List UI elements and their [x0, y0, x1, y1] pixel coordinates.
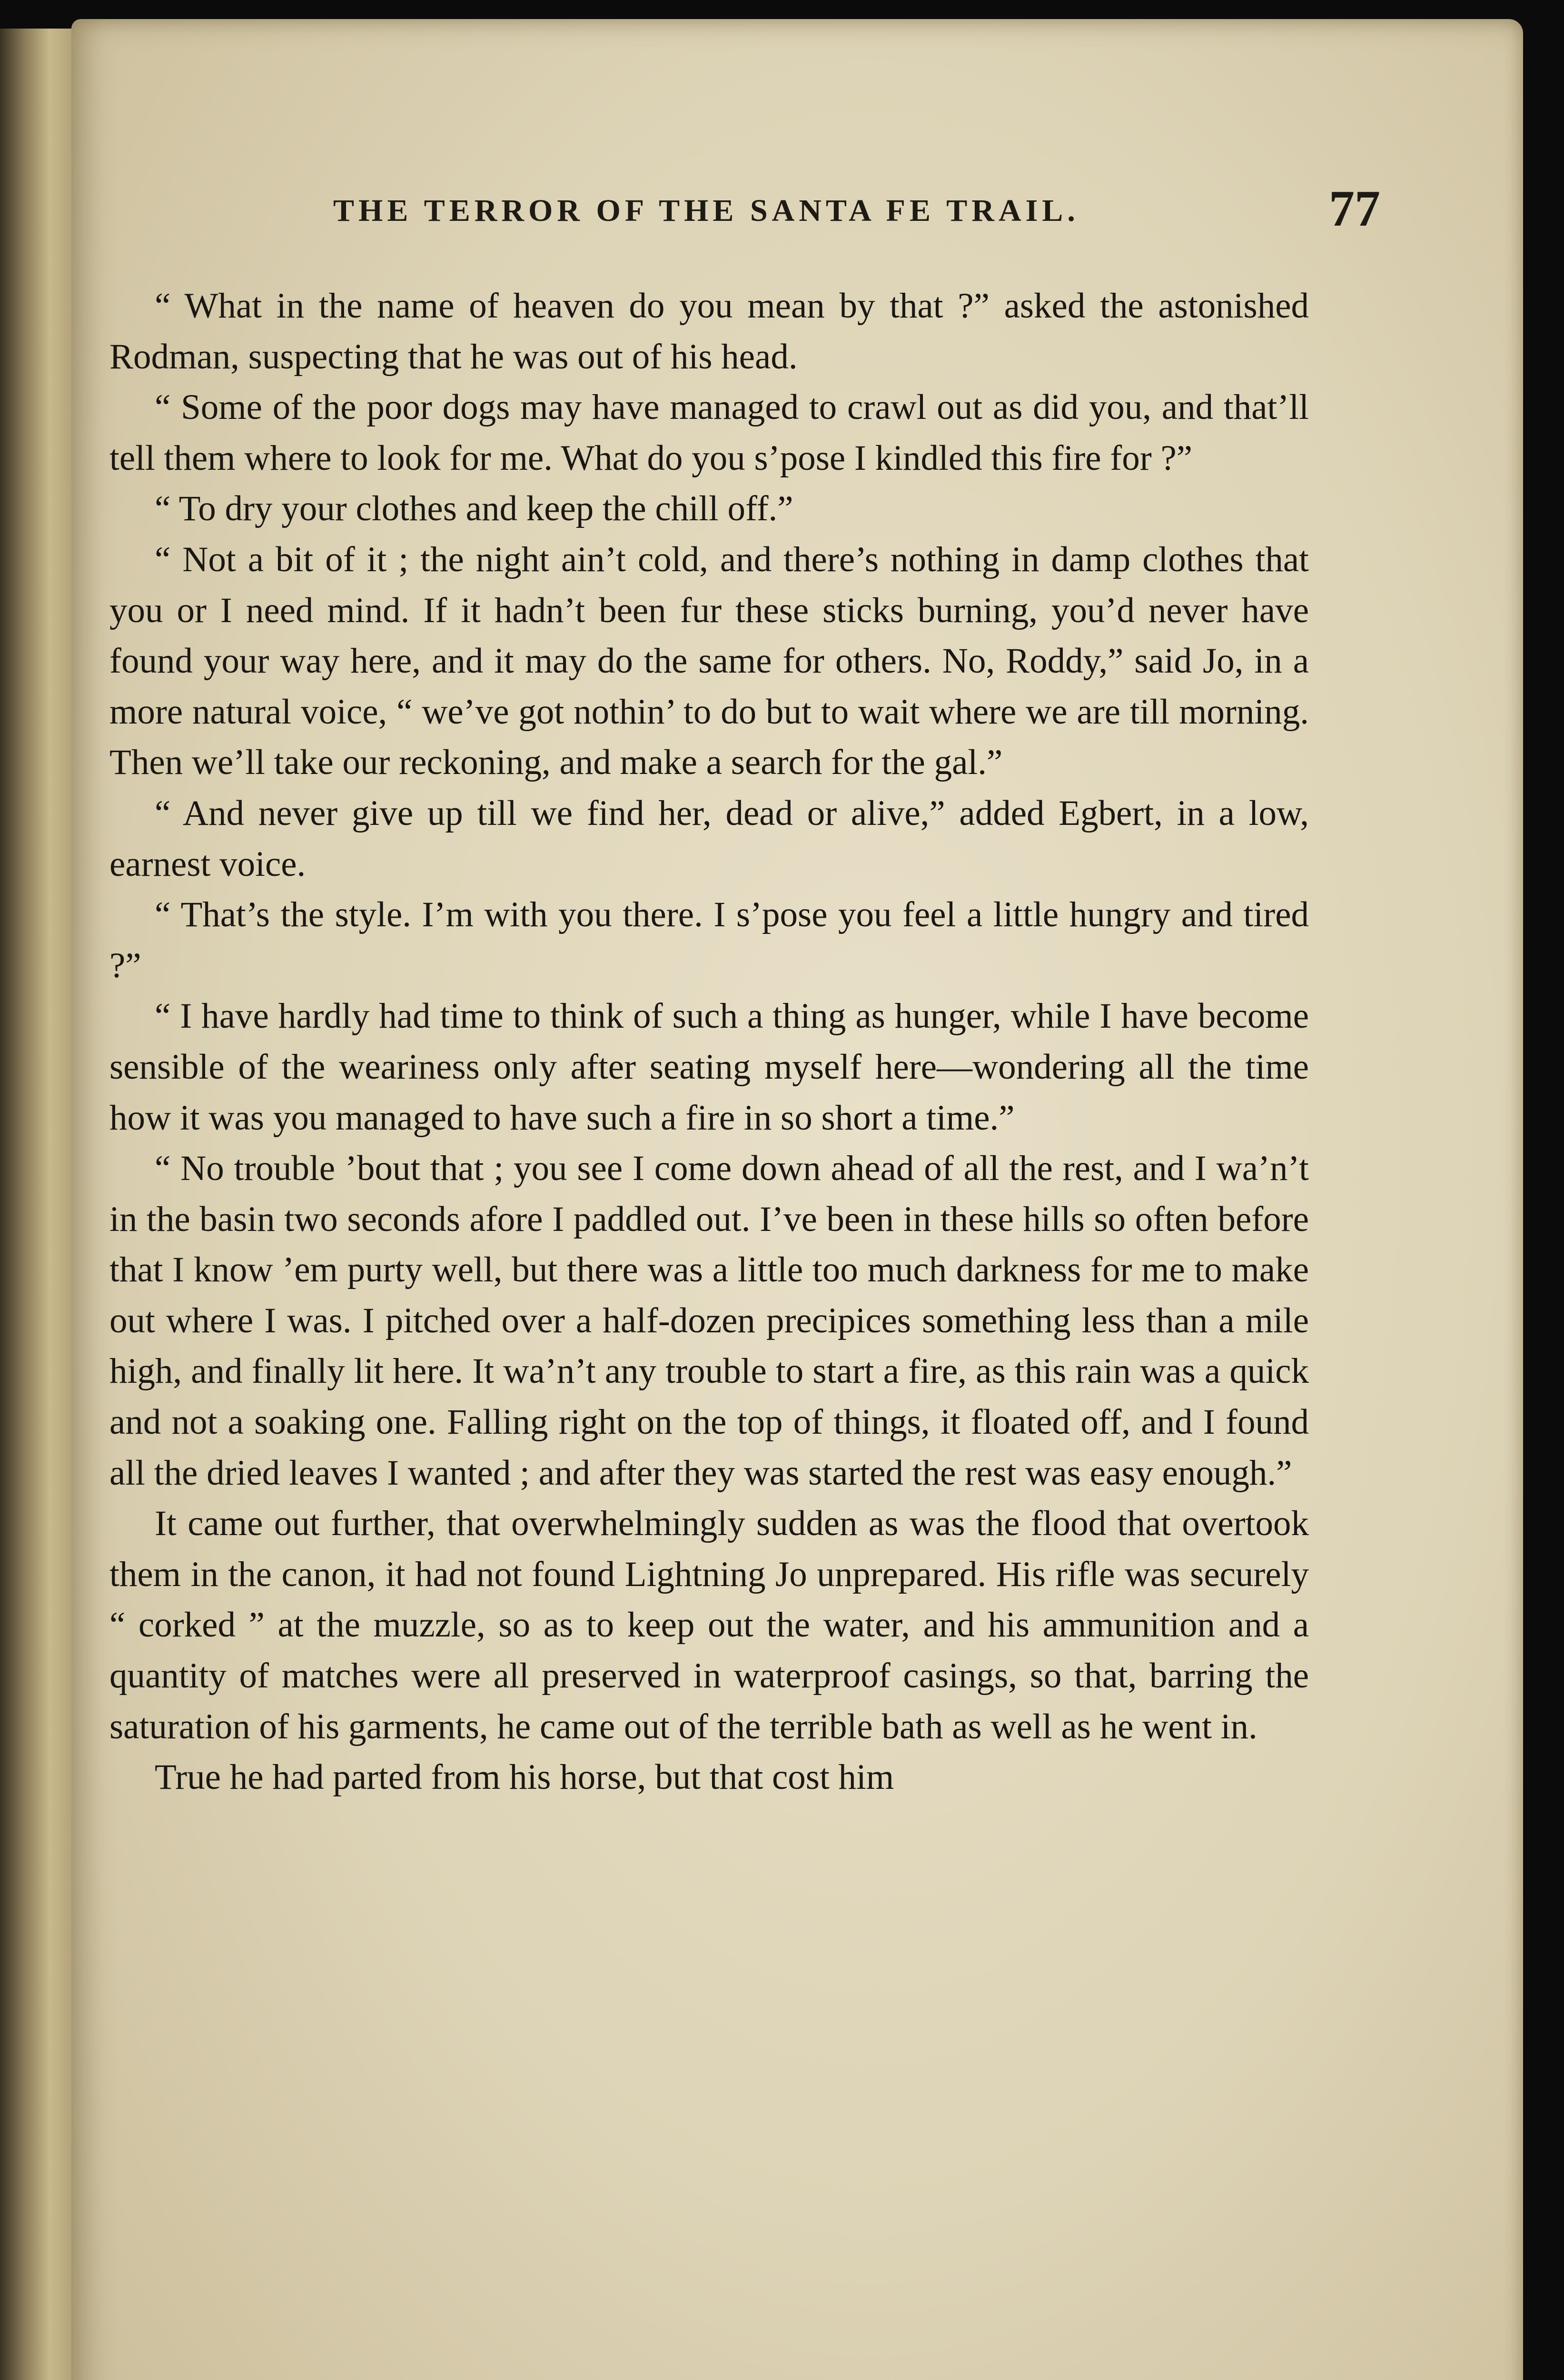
page-header: [247, 180, 1390, 240]
paragraph: “ To dry your clothes and keep the chill off.”: [155, 489, 793, 529]
paragraph: “ That’s the style. I’m with you there. I s’pose you feel a little hungry and tired ?”: [109, 895, 1309, 985]
paragraph: “ Not a bit of it ; the night ain’t cold, and there’s nothing in damp clothes that you or I need mind. If it hadn’t been fur these sticks burning, you’d never have found your way here, and it may do the same for others. No, Roddy,” said Jo, in a more natural voice, “ we’ve got nothin’ to do but to wait where we are till morning. Then we’ll take our reckoning, and make a search for the gal.”: [109, 539, 1309, 783]
running-head: THE TERROR OF THE SANTA FE TRAIL.: [333, 193, 1079, 228]
page-number: 77: [1329, 180, 1380, 237]
paragraph: “ Some of the poor dogs may have managed to crawl out as did you, and that’ll tell them where to look for me. What do you s’pose I kindled this fire for ?”: [109, 387, 1309, 478]
paragraph: “ What in the name of heaven do you mean by that ?” asked the astonished Rodman, suspecting that he was out of his head.: [109, 286, 1309, 377]
paragraph: “ No trouble ’bout that ; you see I come down ahead of all the rest, and I wa’n’t in the basin two seconds afore I paddled out. I’ve been in these hills so often before that I know ’em purty well, but there was a little too much darkness for me to make out where I was. I pitched over a half-dozen precipices something less than a mile high, and finally lit here. It wa’n’t any trouble to start a fire, as this rain was a quick and not a soaking one. Falling right on the top of things, it floated off, and I found all the dried leaves I wanted ; and after they was started the rest was easy enough.”: [109, 1149, 1309, 1493]
body-text: [109, 281, 1309, 2366]
paragraph: “ And never give up till we find her, dead or alive,” added Egbert, in a low, earnest voice.: [109, 793, 1309, 884]
paragraph: It came out further, that overwhelmingly sudden as was the flood that overtook them in the canon, it had not found Lightning Jo unprepared. His rifle was securely “ corked ” at the muzzle, so as to keep out the water, and his ammunition and a quantity of matches were all preserved in waterproof casings, so that, barring the saturation of his garments, he came out of the terrible bath as well as he went in.: [109, 1504, 1309, 1746]
paragraph: True he had parted from his horse, but that cost him: [155, 1757, 894, 1797]
paragraph: “ I have hardly had time to think of such a thing as hunger, while I have become sensible of the weariness only after seating myself here—wondering all the time how it was you managed to have such a fire in so short a time.”: [109, 996, 1309, 1138]
